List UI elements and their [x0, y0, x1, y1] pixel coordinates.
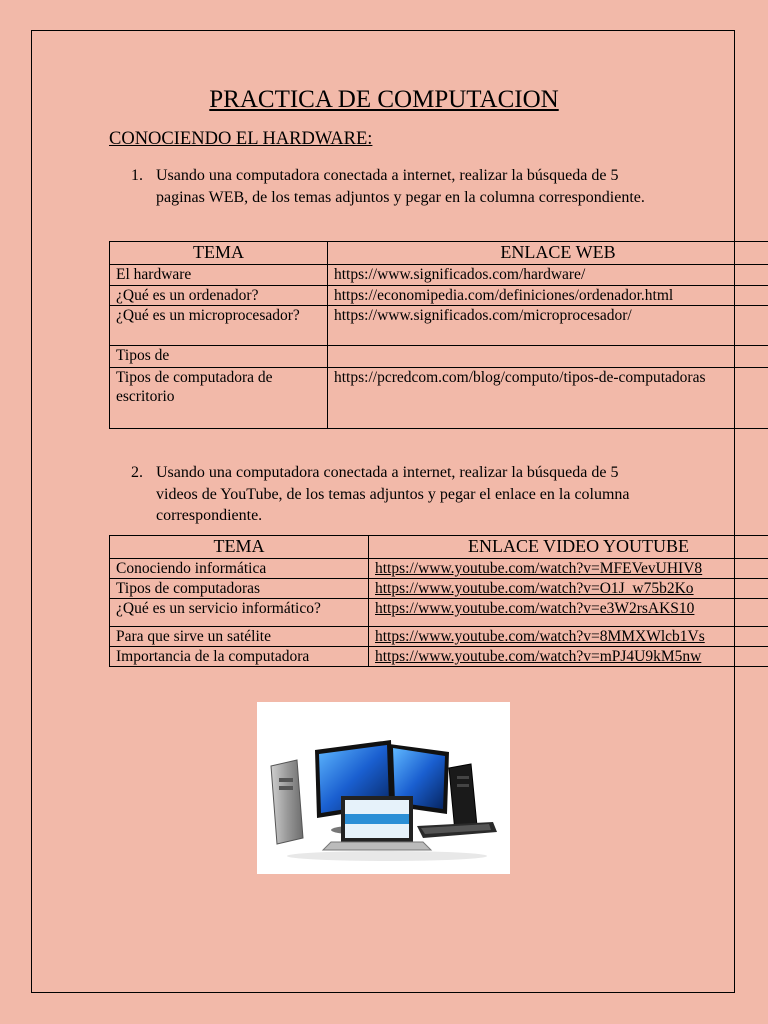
link-cell[interactable]: https://pcredcom.com/blog/computo/tipos-de-computadoras [328, 368, 768, 429]
video-link-cell[interactable]: https://www.youtube.com/watch?v=MFEVevUHIV8 [369, 559, 768, 579]
column-header-tema: TEMA [110, 242, 328, 265]
topic-cell: Tipos de computadora de escritorio [110, 368, 328, 429]
youtube-links-table [109, 535, 768, 667]
computers-illustration-icon [257, 702, 510, 874]
topic-cell: Tipos de computadoras [110, 579, 369, 599]
topic-cell: ¿Qué es un servicio informático? [110, 599, 369, 627]
table-row [110, 346, 768, 368]
section-subtitle: CONOCIENDO EL HARDWARE: [109, 129, 373, 149]
table-row [110, 265, 768, 286]
web-links-table [109, 241, 768, 429]
instruction-text: Usando una computadora conectada a internet, realizar la búsqueda de 5 videos de YouTube, de los temas adjuntos y pegar el enlace en la columna correspondiente. [156, 464, 630, 524]
table-row [110, 579, 768, 599]
link-cell[interactable]: https://www.significados.com/hardware/ [328, 265, 768, 286]
topic-cell: Tipos de [110, 346, 328, 368]
table-row [110, 286, 768, 306]
video-link-cell[interactable]: https://www.youtube.com/watch?v=O1J_w75b2Ko [369, 579, 768, 599]
link-cell[interactable] [328, 346, 768, 368]
topic-cell: Conociendo informática [110, 559, 369, 579]
topic-cell: ¿Qué es un microprocesador? [110, 306, 328, 346]
instruction-number: 1. [131, 167, 143, 184]
video-link-cell[interactable]: https://www.youtube.com/watch?v=e3W2rsAKS10 [369, 599, 768, 627]
topic-cell: Importancia de la computadora [110, 647, 369, 667]
page-title: PRACTICA DE COMPUTACION [209, 86, 559, 113]
table-row [110, 368, 768, 429]
column-header-tema: TEMA [110, 536, 369, 559]
topic-cell: Para que sirve un satélite [110, 627, 369, 647]
instruction-text: Usando una computadora conectada a internet, realizar la búsqueda de 5 paginas WEB, de los temas adjuntos y pegar en la columna correspondiente. [156, 167, 645, 206]
video-link-cell[interactable]: https://www.youtube.com/watch?v=mPJ4U9kM5nw [369, 647, 768, 667]
table-row [110, 647, 768, 667]
topic-cell: ¿Qué es un ordenador? [110, 286, 328, 306]
table-row [110, 306, 768, 346]
table-row [110, 627, 768, 647]
link-cell[interactable]: https://economipedia.com/definiciones/ordenador.html [328, 286, 768, 306]
column-header-enlace-web: ENLACE WEB [328, 242, 768, 265]
column-header-enlace-video: ENLACE VIDEO YOUTUBE [369, 536, 768, 559]
instruction-number: 2. [131, 464, 143, 481]
topic-cell: El hardware [110, 265, 328, 286]
table-row [110, 559, 768, 579]
link-cell[interactable]: https://www.significados.com/microprocesador/ [328, 306, 768, 346]
video-link-cell[interactable]: https://www.youtube.com/watch?v=8MMXWlcb1Vs [369, 627, 768, 647]
table-row [110, 599, 768, 627]
